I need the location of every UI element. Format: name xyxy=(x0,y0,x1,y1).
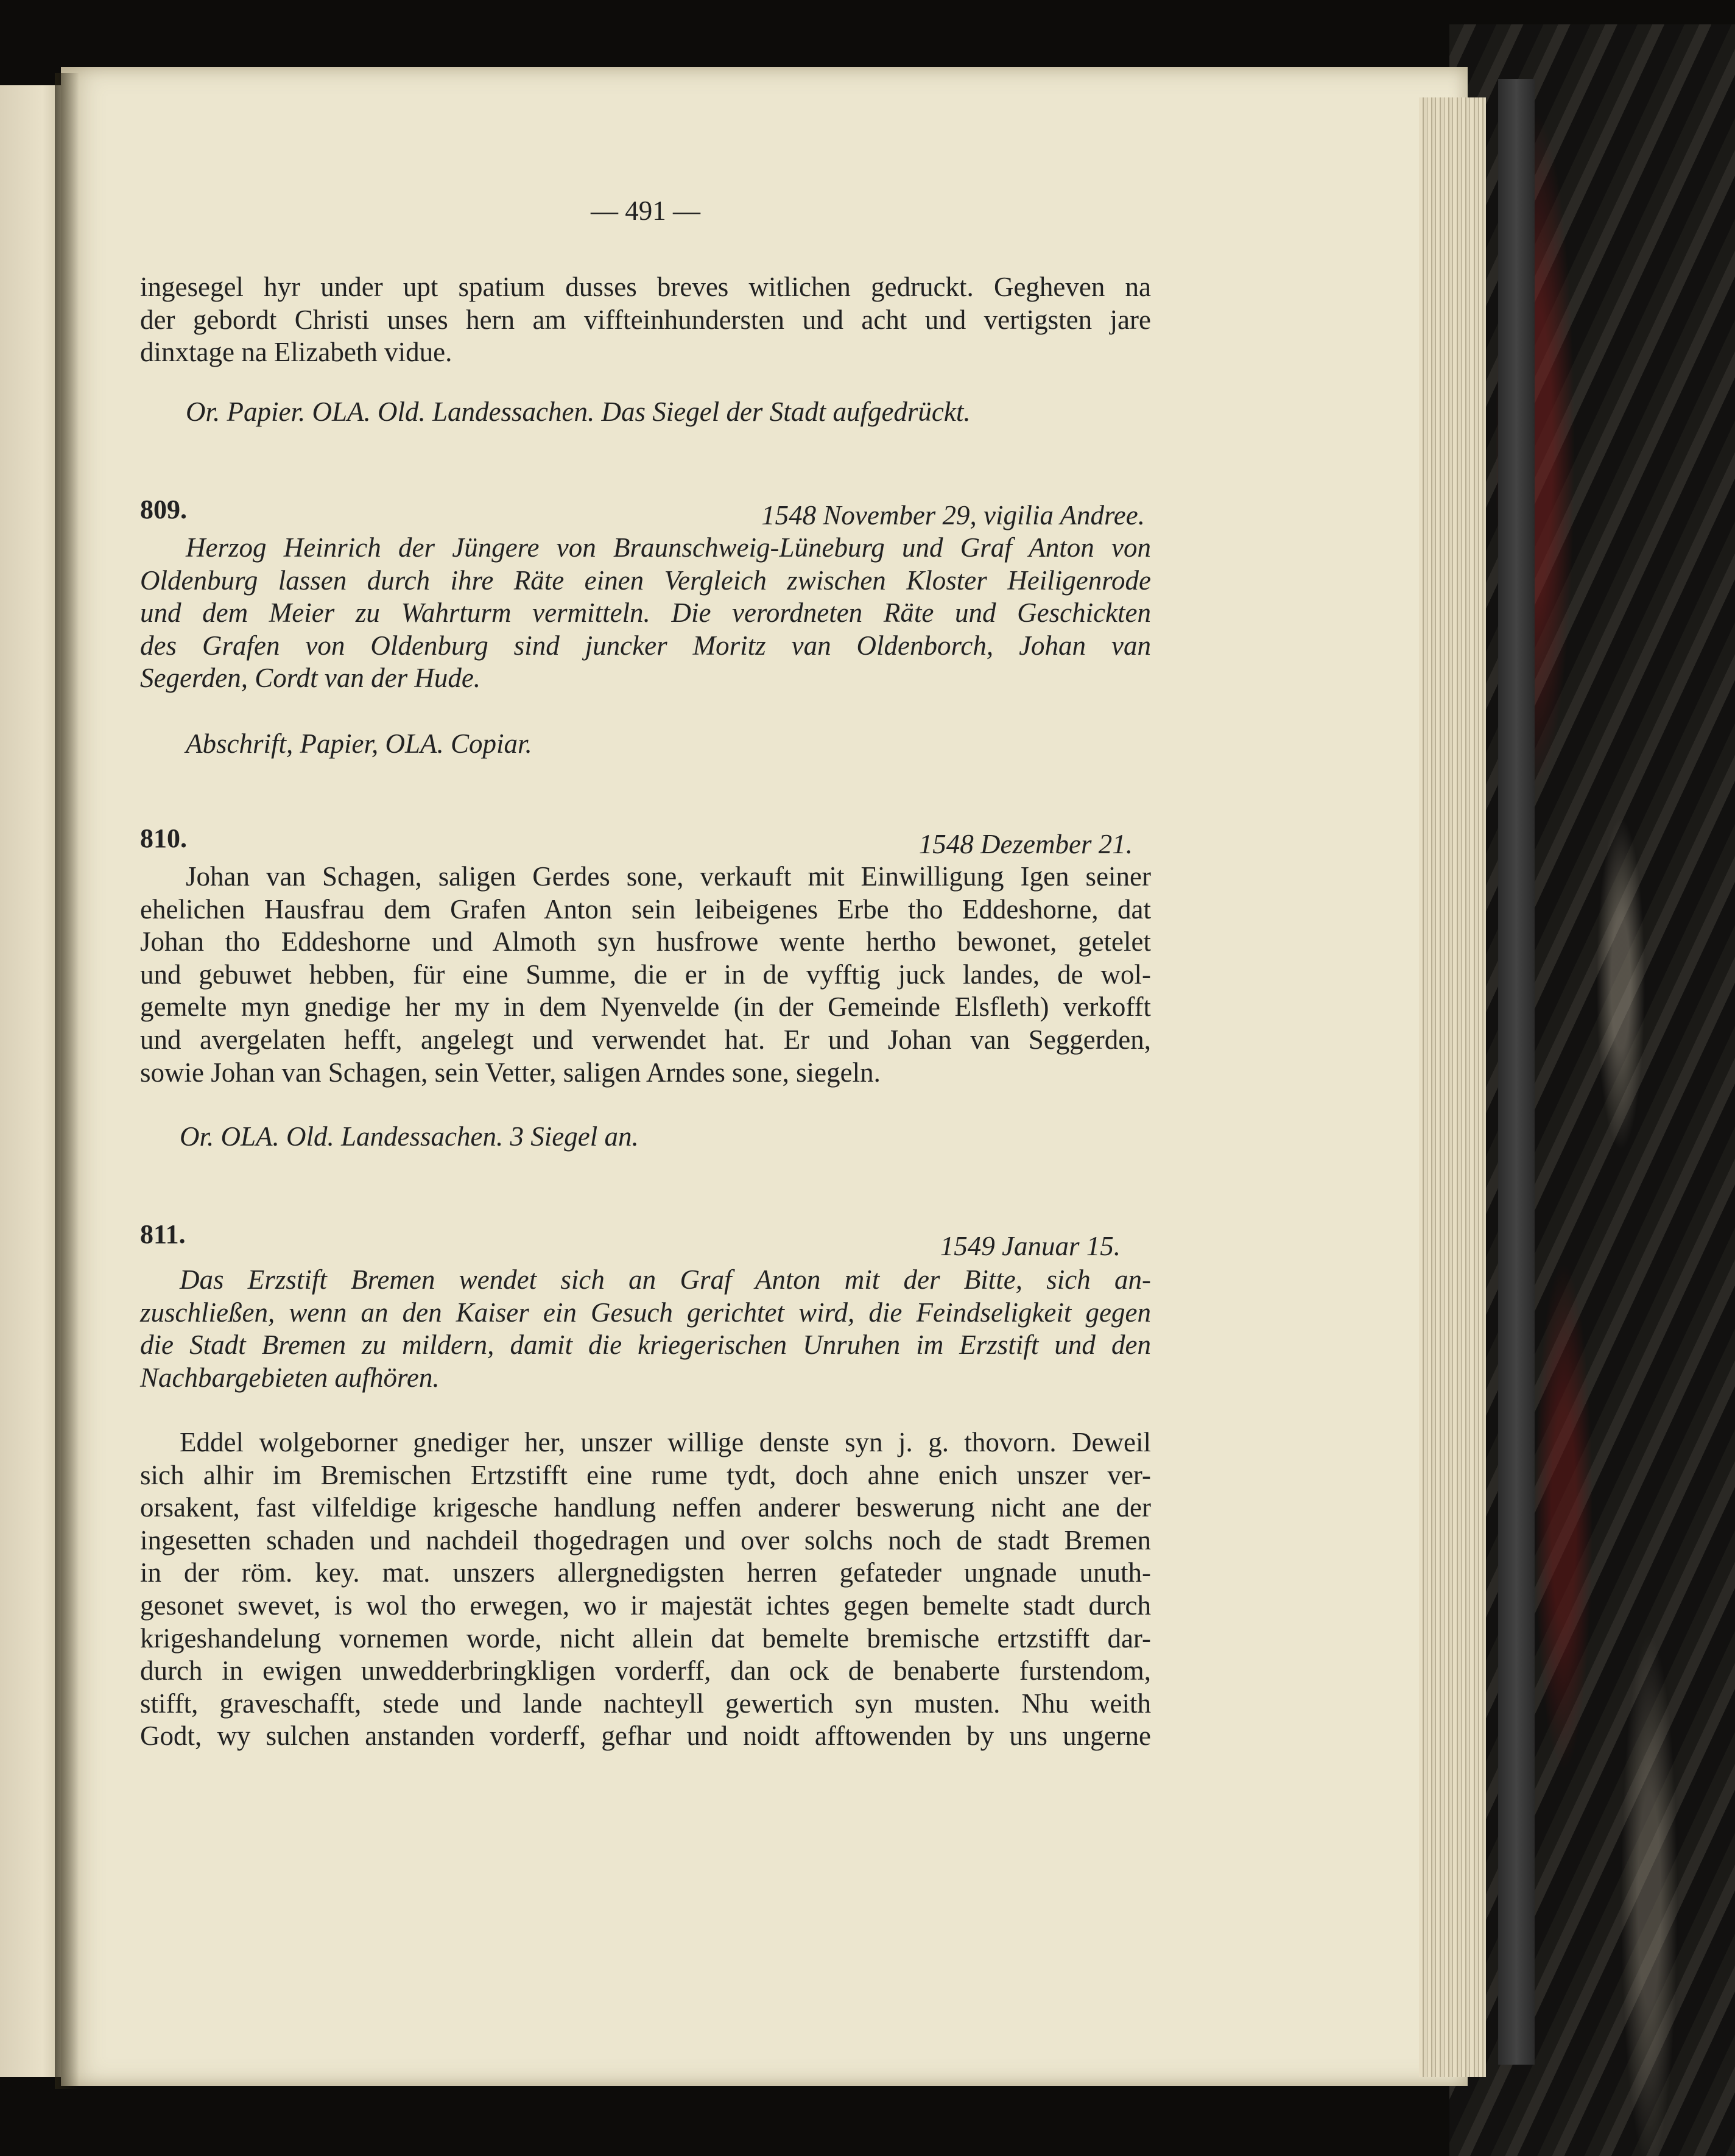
text-line: durch in ewigen unwedderbringkligen vorderff, dan ock de benaberte furstendom, xyxy=(140,1655,1151,1686)
text-line: sowie Johan van Schagen, sein Vetter, saligen Arndes sone, siegeln. xyxy=(140,1057,881,1088)
document-body xyxy=(140,1426,1151,1753)
text-line: Godt, wy sulchen anstanden vorderff, gefhar und noidt afftowenden by uns ungerne xyxy=(140,1721,1151,1752)
text-line: der gebordt Christi unses hern am viffteinhundersten und acht und vertigsten jare xyxy=(140,304,1151,335)
text-line: dinxtage na Elizabeth vidue. xyxy=(140,337,452,368)
text-line: Das Erzstift Bremen wendet sich an Graf Anton mit der Bitte, sich an- xyxy=(180,1264,1151,1295)
entry-number: 809. xyxy=(140,495,187,524)
text-line: Johan van Schagen, saligen Gerdes sone, verkauft mit Einwilligung Igen seiner xyxy=(186,861,1151,892)
text-line: Eddel wolgeborner gnediger her, unszer willige denste syn j. g. thovorn. Deweil xyxy=(180,1427,1151,1457)
source-note: Or. OLA. Old. Landessachen. 3 Siegel an. xyxy=(180,1121,639,1152)
book-binding xyxy=(1449,24,1735,2156)
gutter-shadow xyxy=(55,73,79,2089)
text-line: zuschließen, wenn an den Kaiser ein Gesuch gerichtet wird, die Feindseligkeit gegen xyxy=(140,1297,1151,1328)
entry-date: 1548 Dezember 21. xyxy=(918,829,1133,859)
text-line: des Grafen von Oldenburg sind juncker Moritz van Oldenborch, Johan van xyxy=(140,630,1151,661)
entry-header xyxy=(140,822,1151,859)
continuation-paragraph xyxy=(140,271,1151,369)
text-line: stifft, graveschafft, stede und lande nachteyll gewertich syn musten. Nhu weith xyxy=(140,1688,1151,1719)
text-line: und avergelaten hefft, angelegt und verwendet hat. Er und Johan van Seggerden, xyxy=(140,1024,1151,1055)
entry-header xyxy=(140,493,1151,530)
text-line: in der röm. key. mat. unszers allergnedigsten herren gefateder ungnade unuth- xyxy=(140,1557,1151,1588)
page-edges xyxy=(1419,97,1486,2077)
text-line: und gebuwet hebben, für eine Summe, die er in de vyfftig juck landes, de wol- xyxy=(140,959,1151,990)
entry-date: 1548 November 29, vigilia Andree. xyxy=(761,500,1145,530)
text-line: ingesetten schaden und nachdeil thogedragen und over solchs noch de stadt Bremen xyxy=(140,1524,1151,1555)
facing-page-edge xyxy=(0,85,61,2077)
page-number: — 491 — xyxy=(591,196,700,226)
text-line: die Stadt Bremen zu mildern, damit die kriegerischen Unruhen im Erzstift und den xyxy=(140,1330,1151,1361)
entry-header xyxy=(140,1218,1151,1261)
text-line: Segerden, Cordt van der Hude. xyxy=(140,663,481,694)
text-line: krigeshandelung vornemen worde, nicht allein dat bemelte bremische ertzstifft dar- xyxy=(140,1622,1151,1654)
text-line: ehelichen Hausfrau dem Grafen Anton sein leibeigenes Erbe tho Eddeshorne, dat xyxy=(140,893,1151,925)
book-cover-edge xyxy=(1498,79,1535,2065)
text-line: orsakent, fast vilfeldige krigesche handlung neffen anderer beswerung nicht ane der xyxy=(140,1492,1151,1523)
text-line: und dem Meier zu Wahrturm vermitteln. Die verordneten Räte und Geschickten xyxy=(140,597,1151,629)
entry-summary xyxy=(140,532,1151,695)
entry-number: 811. xyxy=(140,1219,186,1249)
text-line: gemelte myn gnedige her my in dem Nyenvelde (in der Gemeinde Elsfleth) verkofft xyxy=(140,992,1151,1023)
entry-number: 810. xyxy=(140,823,187,853)
entry-summary xyxy=(140,1264,1151,1394)
entry-summary xyxy=(140,861,1151,1089)
text-line: sich alhir im Bremischen Ertzstifft eine rume tydt, doch ahne enich unszer ver- xyxy=(140,1459,1151,1490)
text-line: ingesegel hyr under upt spatium dusses breves witlichen gedruckt. Gegheven na xyxy=(140,272,1151,302)
source-note: Or. Papier. OLA. Old. Landessachen. Das Siegel der Stadt aufgedrückt. xyxy=(186,396,971,427)
text-line: gesonet swevet, is wol tho erwegen, wo ir majestät ichtes gegen bemelte stadt durch xyxy=(140,1590,1151,1621)
text-line: Nachbargebieten aufhören. xyxy=(140,1362,440,1393)
entry-date: 1549 Januar 15. xyxy=(940,1231,1121,1261)
source-note: Abschrift, Papier, OLA. Copiar. xyxy=(186,728,532,759)
text-line: Oldenburg lassen durch ihre Räte einen Vergleich zwischen Kloster Heiligenrode xyxy=(140,565,1151,596)
text-line: Johan tho Eddeshorne und Almoth syn husfrowe wente hertho bewonet, getelet xyxy=(140,926,1151,957)
text-line: Herzog Heinrich der Jüngere von Braunschweig-Lüneburg und Graf Anton von xyxy=(186,532,1151,563)
